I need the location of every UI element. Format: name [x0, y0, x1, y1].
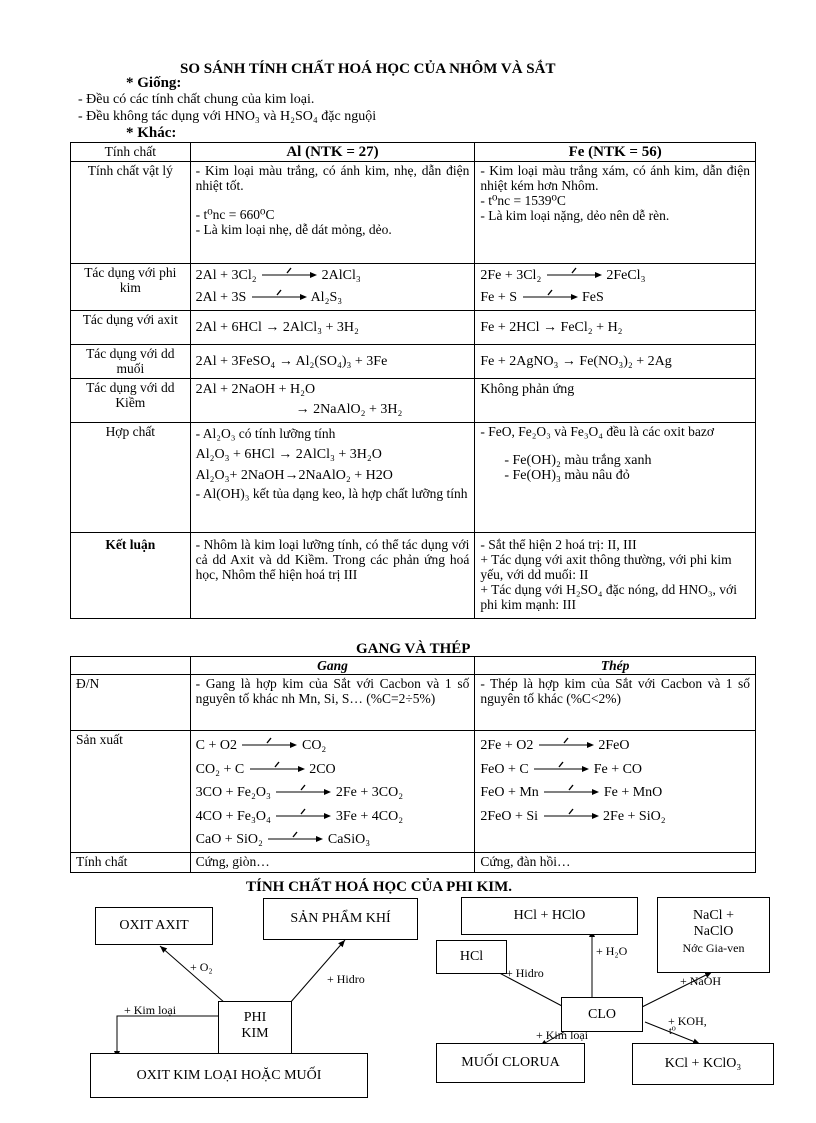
box-hcl: HCl: [436, 940, 507, 974]
cell-thep-dn: - Thép là hợp kim của Sắt với Cacbon và 1 số nguyên tố khác (%C<2%): [475, 675, 756, 731]
box-oxit-kim-loai: OXIT KIM LOẠI HOẶC MUỐI: [90, 1053, 368, 1098]
cell-thep-tc: Cứng, đàn hồi…: [475, 853, 756, 873]
fe-axit-eq: Fe + 2HCl → FeCl₂ + H₂: [480, 319, 623, 335]
eq-right: 2Fe + SiO₂: [603, 808, 666, 824]
eq-left: C + O2: [195, 738, 237, 754]
eq-left: 2Al + 3S: [195, 290, 247, 306]
label-o2: + O₂: [190, 960, 213, 974]
eq-left: 2Fe + O2: [480, 738, 534, 754]
label-hidro-2: + Hidro: [506, 966, 544, 980]
eq-right: 2FeCl₃: [606, 268, 646, 284]
eq-right: CO₂: [301, 738, 327, 754]
eq-right: Fe + MnO: [603, 785, 663, 801]
giong-item-2: - Đều không tác dụng với HNO₃ và H₂SO₄ đặc nguội: [78, 109, 377, 124]
eq-right: 3Fe + 4CO₂: [335, 808, 404, 824]
box-phi-kim: [218, 1001, 292, 1055]
fe-hopchat-1: - FeO, Fe₂O₃ và Fe₃O₄ đều là các oxit bazơ: [480, 424, 714, 439]
header-thep: Thép: [475, 657, 756, 675]
eq-right: 2FeO: [598, 738, 630, 754]
al-hopchat-4: - Al(OH)₃ kết tủa dạng keo, là hợp chất lưỡng tính: [195, 486, 468, 501]
row-label-phikim: Tác dụng với phi kim: [71, 264, 191, 311]
nacl-line-3: Nớc Gia-ven: [682, 941, 745, 955]
box-clo: CLO: [561, 997, 643, 1032]
cell-gang-tc: Cứng, giòn…: [190, 853, 475, 873]
fe-vatly-1: - Kim loại màu trắng xám, có ánh kim, dẫn điện nhiệt kém hơn Nhôm.: [480, 163, 750, 193]
eq-right: 2Fe + 3CO₂: [335, 785, 404, 801]
eq-right: Al₂S₃: [310, 290, 343, 306]
box-san-pham-khi: SẢN PHẨM KHÍ: [263, 898, 418, 940]
box-kcl: KCl + KClO₃: [632, 1043, 774, 1085]
box-hcl-hclo: HCl + HClO: [461, 897, 638, 935]
arrow-to-oxit-kim-loai: [117, 1016, 218, 1058]
diagram-title: TÍNH CHẤT HOÁ HỌC CỦA PHI KIM.: [246, 879, 512, 895]
row-label-muoi: Tác dụng với dd muối: [71, 345, 191, 379]
label-kim-loai-2: + Kim loại: [536, 1028, 589, 1042]
row-label-kiem: Tác dụng với dd Kiềm: [71, 379, 191, 423]
eq-left: 4CO + Fe₃O₄: [195, 808, 271, 824]
eq-right: 2CO: [309, 761, 336, 777]
al-vatly-1: - Kim loại màu trắng, có ánh kim, nhẹ, dẫn điện nhiệt tốt.: [195, 163, 470, 193]
eq-right: Fe + CO: [593, 761, 643, 777]
fe-muoi-eq: Fe + 2AgNO₃ → Fe(NO₃)₂ + 2Ag: [480, 353, 672, 369]
nacl-line-2: NaClO: [693, 924, 734, 939]
row-label-axit: Tác dụng với axit: [71, 311, 191, 345]
eq-right: 2AlCl₃: [321, 268, 361, 284]
al-hopchat-3: Al₂O₃+ 2NaOH→2NaAlO₂ + H2O: [195, 468, 393, 483]
fe-hopchat-2: - Fe(OH)₂ màu trắng xanh: [504, 453, 652, 468]
fe-ketluan-3: + Tác dụng với H₂SO₄ đặc nóng, dd HNO₃, với phi kim mạnh: III: [480, 582, 737, 612]
al-kiem-eq-1: 2Al + 2NaOH + H₂O: [195, 382, 316, 397]
row-label-dn: Đ/N: [71, 675, 191, 731]
al-vatly-3: - Là kim loại nhẹ, dễ dát mỏng, dẻo.: [195, 222, 392, 237]
giong-heading: * Giống:: [126, 75, 182, 91]
row-label-tc: Tính chất: [71, 853, 191, 873]
al-hopchat-2: Al₂O₃ + 6HCl → 2AlCl₃ + 3H₂O: [195, 447, 382, 462]
label-koh: + KOH,: [668, 1014, 707, 1028]
box-muoi-clorua: MUỐI CLORUA: [436, 1043, 585, 1083]
eq-right: CaSiO₃: [327, 832, 371, 848]
giong-item-1: - Đều có các tính chất chung của kim loại.: [78, 92, 315, 107]
fe-vatly-3: - Là kim loại nặng, dẻo nên dễ rèn.: [480, 208, 670, 223]
al-muoi-eq: 2Al + 3FeSO₄ → Al₂(SO₄)₃ + 3Fe: [195, 353, 388, 369]
fe-ketluan-2: + Tác dụng với axit thông thường, với phi kim yếu, với dd muối: II: [480, 552, 732, 582]
eq-left: CO₂ + C: [195, 761, 245, 777]
label-naoh: + NaOH: [680, 974, 722, 988]
box-oxit-axit: OXIT AXIT: [95, 907, 213, 945]
header-fe-text: Fe (NTK = 56): [568, 144, 662, 160]
eq-left: FeO + C: [480, 761, 529, 777]
eq-left: Fe + S: [480, 290, 518, 306]
label-h2o: + H₂O: [596, 944, 628, 958]
header-tinh-chat: Tính chất: [71, 143, 191, 162]
eq-left: 2FeO + Si: [480, 808, 539, 824]
nacl-line-1: NaCl +: [693, 908, 734, 923]
fe-ketluan-1: - Sắt thể hiện 2 hoá trị: II, III: [480, 537, 637, 552]
phi-kim-line-1: PHI: [243, 1010, 267, 1025]
al-hopchat-1: - Al₂O₃ có tính lưỡng tính: [195, 426, 336, 441]
eq-left: CaO + SiO₂: [195, 832, 263, 848]
row-label-hopchat: Hợp chất: [71, 423, 191, 533]
al-axit-eq: 2Al + 6HCl → 2AlCl₃ + 3H₂: [195, 319, 359, 335]
phi-kim-line-2: KIM: [241, 1026, 269, 1041]
fe-hopchat-3: - Fe(OH)₃ màu nâu đỏ: [504, 468, 630, 483]
row-label-vatly: Tính chất vật lý: [71, 162, 191, 264]
fe-kiem-text: Không phản ứng: [480, 382, 575, 397]
cell-al-ketluan: - Nhôm là kim loại lưỡng tính, có thể tác dụng với cả dd Axit và dd Kiềm. Trong các phản ứng hoá học, Nhôm thể hiện hoá trị III: [190, 533, 475, 619]
al-kiem-eq-2: → 2NaAlO₂ + 3H₂: [295, 402, 403, 417]
label-t0: t⁰: [669, 1026, 676, 1037]
al-vatly-2: - t⁰nc = 660⁰C: [195, 207, 275, 222]
label-hidro-1: + Hidro: [327, 972, 365, 986]
fe-vatly-2: - t⁰nc = 1539⁰C: [480, 193, 566, 208]
eq-left: 2Al + 3Cl₂: [195, 268, 257, 284]
cell-gang-dn: - Gang là hợp kim của Sắt với Cacbon và 1 số nguyên tố khác nh Mn, Si, S… (%C=2÷5%): [190, 675, 475, 731]
eq-right: FeS: [582, 290, 604, 306]
box-nacl: [657, 897, 770, 973]
page-title: SO SÁNH TÍNH CHẤT HOÁ HỌC CỦA NHÔM VÀ SẮT: [180, 61, 556, 77]
label-kim-loai-1: + Kim loại: [124, 1003, 177, 1017]
gang-thep-title: GANG VÀ THÉP: [356, 641, 471, 657]
row-label-sx: Sản xuất: [71, 731, 191, 853]
header-al-text: Al (NTK = 27): [286, 144, 379, 160]
ketluan-label-text: Kết luận: [105, 537, 156, 552]
eq-left: FeO + Mn: [480, 785, 539, 801]
khac-heading: * Khác:: [126, 125, 177, 141]
eq-left: 3CO + Fe₂O₃: [195, 785, 271, 801]
header-gang: Gang: [190, 657, 475, 675]
eq-left: 2Fe + 3Cl₂: [480, 268, 542, 284]
